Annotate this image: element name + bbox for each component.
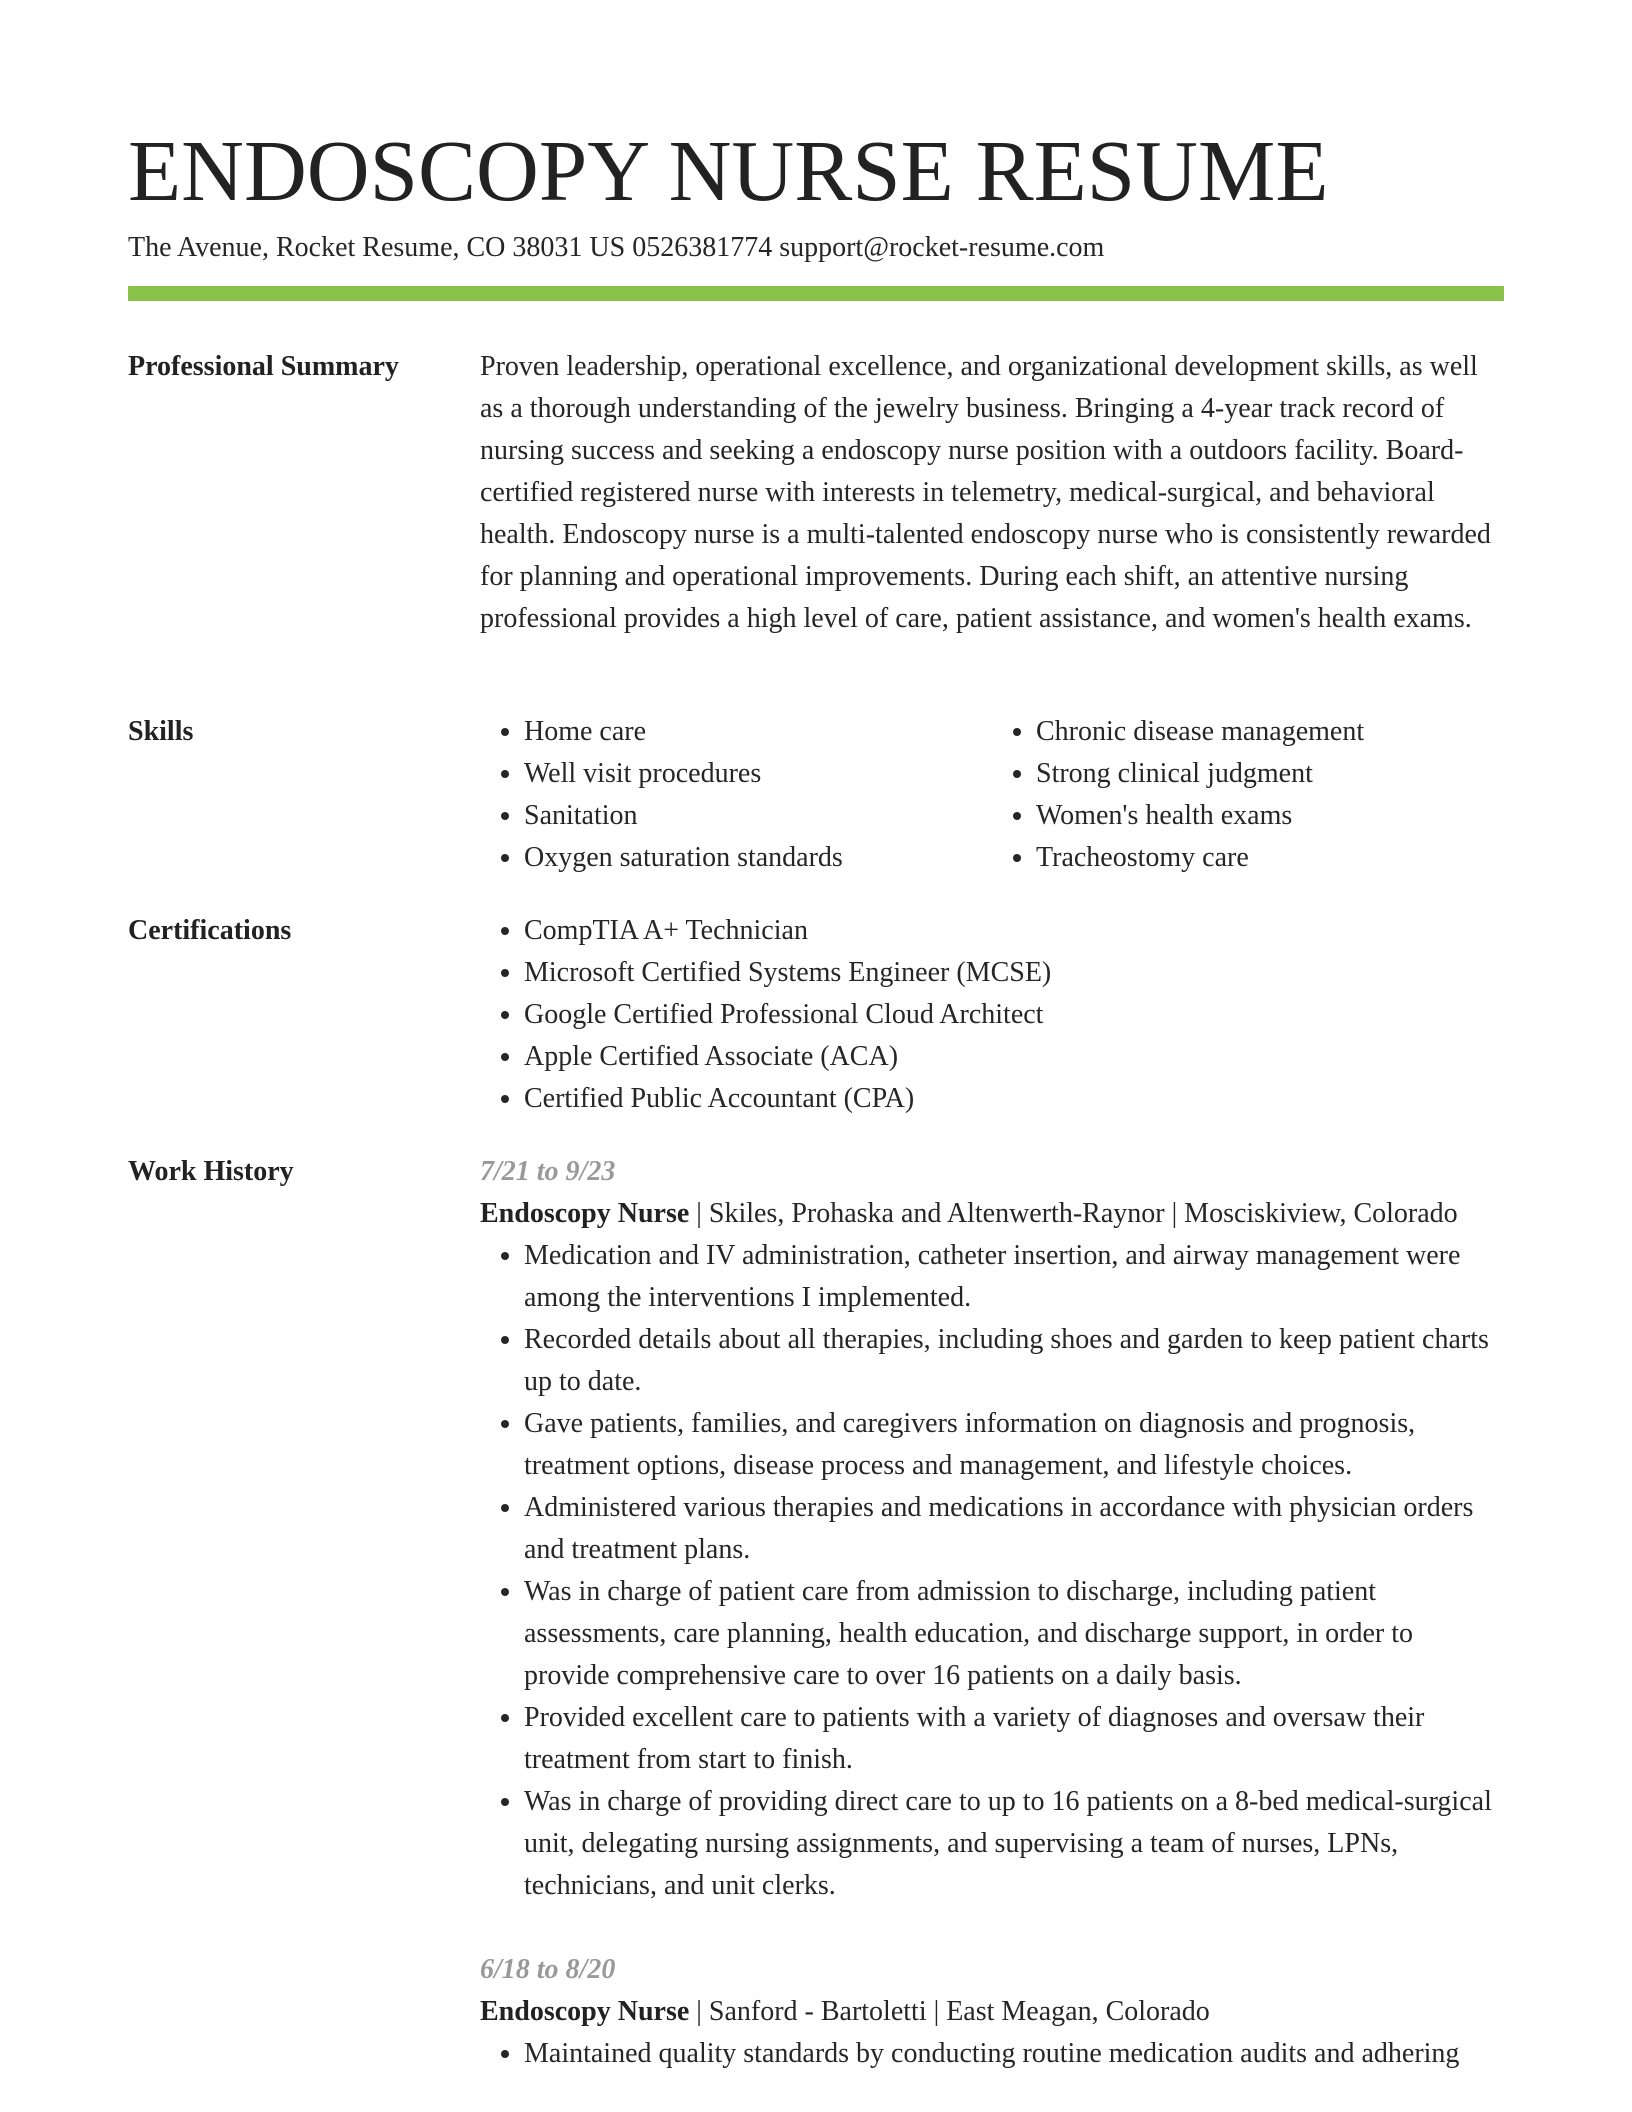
job-details: | Skiles, Prohaska and Altenwerth-Raynor | Mosciskiview, Colorado xyxy=(689,1198,1458,1229)
job-dates: 7/21 to 9/23 xyxy=(480,1156,616,1187)
job-duty-item: • Administered various therapies and medications in accordance with physician orders and treatment plans. xyxy=(524,1487,1504,1571)
skill-item: • Strong clinical judgment xyxy=(1036,753,1504,795)
certification-item: • Apple Certified Associate (ACA) xyxy=(524,1036,1504,1078)
job-duty-item: • Provided excellent care to patients with a variety of diagnoses and oversaw their treatment from start to finish. xyxy=(524,1697,1504,1781)
job-duties-list xyxy=(480,1235,1504,1907)
certification-item: • Certified Public Accountant (CPA) xyxy=(524,1078,1504,1120)
contact-line: The Avenue, Rocket Resume, CO 38031 US 0526381774 support@rocket-resume.com xyxy=(128,232,1105,263)
summary-body xyxy=(480,346,1504,640)
certifications-list xyxy=(480,910,1504,1120)
job-heading xyxy=(480,1991,1504,2033)
skills-list-left xyxy=(480,711,992,879)
skill-item: • Well visit procedures xyxy=(524,753,992,795)
job-duty-item: • Was in charge of patient care from admission to discharge, including patient assessments, care planning, health education, and discharge support, in order to provide comprehensive care to over 16 patients on a daily basis. xyxy=(524,1571,1504,1697)
job-duties-list xyxy=(480,2033,1504,2075)
job-title: Endoscopy Nurse xyxy=(480,1198,690,1229)
certification-item: • CompTIA A+ Technician xyxy=(524,910,1504,952)
job-heading xyxy=(480,1193,1504,1235)
skill-item: • Women's health exams xyxy=(1036,795,1504,837)
resume-title: ENDOSCOPY NURSE RESUME xyxy=(128,122,1329,219)
skill-item: • Oxygen saturation standards xyxy=(524,837,992,879)
job-duty-item: • Recorded details about all therapies, including shoes and garden to keep patient charts up to date. xyxy=(524,1319,1504,1403)
skill-item: • Tracheostomy care xyxy=(1036,837,1504,879)
skills-columns xyxy=(480,711,1504,879)
job-entry xyxy=(480,1949,1504,2075)
certifications-body xyxy=(480,910,1504,1120)
skill-item: • Chronic disease management xyxy=(1036,711,1504,753)
work-history-label: Work History xyxy=(128,1156,294,1187)
summary-label: Professional Summary xyxy=(128,351,399,382)
work-history-body xyxy=(480,1151,1504,1907)
skills-label: Skills xyxy=(128,716,194,747)
job-duty-item: • Medication and IV administration, catheter insertion, and airway management were among the interventions I implemented. xyxy=(524,1235,1504,1319)
skill-item: • Home care xyxy=(524,711,992,753)
job-duty-item: • Maintained quality standards by conducting routine medication audits and adhering xyxy=(524,2033,1504,2075)
job-title: Endoscopy Nurse xyxy=(480,1996,690,2027)
accent-divider xyxy=(128,286,1504,301)
summary-text: Proven leadership, operational excellence, and organizational development skills, as well as a thorough understanding of the jewelry business. Bringing a 4-year track record of nursing success and seeking a endoscopy nurse position with a outdoors facility. Board-certified registered nurse with interests in telemetry, medical-surgical, and behavioral health. Endoscopy nurse is a multi-talented endoscopy nurse who is consistently rewarded for planning and operational improvements. During each shift, an attentive nursing professional provides a high level of care, patient assistance, and women's health exams. xyxy=(480,351,1491,634)
job-dates: 6/18 to 8/20 xyxy=(480,1954,616,1985)
certifications-label: Certifications xyxy=(128,915,292,946)
certification-item: • Google Certified Professional Cloud Architect xyxy=(524,994,1504,1036)
skill-item: • Sanitation xyxy=(524,795,992,837)
certification-item: • Microsoft Certified Systems Engineer (MCSE) xyxy=(524,952,1504,994)
job-details: | Sanford - Bartoletti | East Meagan, Colorado xyxy=(689,1996,1210,2027)
job-duty-item: • Was in charge of providing direct care to up to 16 patients on a 8-bed medical-surgical unit, delegating nursing assignments, and supervising a team of nurses, LPNs, technicians, and unit clerks. xyxy=(524,1781,1504,1907)
job-duty-item: • Gave patients, families, and caregivers information on diagnosis and prognosis, treatment options, disease process and management, and lifestyle choices. xyxy=(524,1403,1504,1487)
skills-list-right xyxy=(992,711,1504,879)
job-entry xyxy=(480,1151,1504,1907)
